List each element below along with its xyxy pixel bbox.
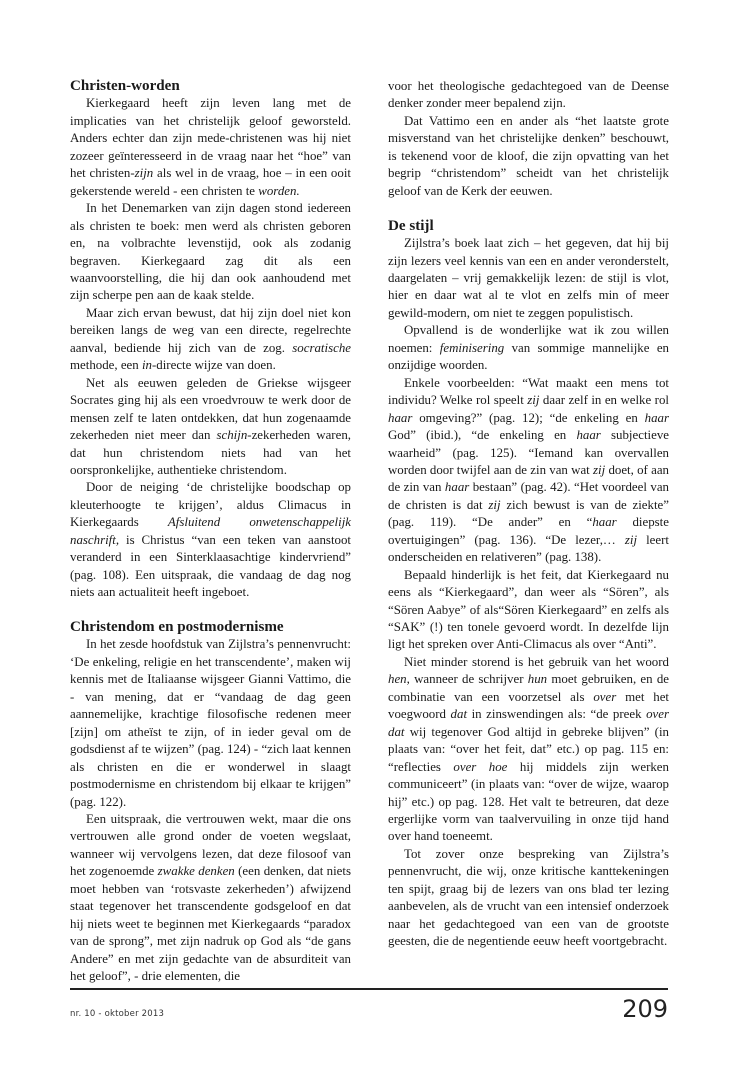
section-heading: De stijl (388, 217, 434, 234)
italic-text: socratische (292, 340, 351, 355)
text-run: wanneer de schrijver (409, 672, 528, 687)
text-run: Tot zover onze bespreking van Zijlstra’s pennenvrucht, die wij, onze kritische kanttekeningen ten spijt, graag bij de lezers van ons blad ter lezing aanbevelen, als de vrucht van een intensief onderzoek naar het gedachtegoed van een van de grootste geesten, die de negentiende eeuw heeft voortgebracht. (388, 846, 669, 949)
paragraph (70, 200, 351, 305)
text-run: -zekerheden waren, dat hun christendom niets had van het oorspronkelijke, authentieke christendom. (70, 428, 351, 477)
italic-text: zij (624, 532, 638, 547)
text-run: bestaan” (pag. 42). “Het voordeel van de christen is dat (388, 480, 669, 512)
text-run: Door de neiging ‘de christelijke boodschap op kleuterhoogte te krijgen’, aldus Climacus in Kierkegaards (70, 480, 351, 530)
italic-text: hen, (388, 672, 410, 687)
italic-text: over hoe (453, 759, 508, 774)
italic-text: over (593, 689, 617, 704)
text-run: daar zelf in en welke rol (539, 393, 669, 408)
italic-text: zij (527, 393, 540, 408)
text-run: Kierkegaard heeft zijn leven lang met de implicaties van het christelijk geloof geworsteld. Anders echter dan zijn mede-christenen was hij niet zozeer geïnteresseerd in de vraag naar het “hoe” van het christen- (70, 96, 351, 181)
paragraph (70, 305, 351, 375)
text-run: God” (ibid.), “de enkeling en (388, 428, 577, 443)
italic-text: worden. (258, 183, 300, 198)
italic-text: haar (576, 428, 601, 443)
italic-text: feminisering (439, 340, 505, 355)
italic-text: haar (444, 480, 470, 495)
paragraph (388, 846, 669, 951)
text-run: hij middels zijn werken communiceert” (in plaats van: “over de wijze, waarop hij” etc.) op pag. 128. Het valt te betreuren, dat deze ergerlijke vorm van taalvervuiling in onze tijd hand over hand toeneemt. (388, 759, 669, 844)
text-run: methode, een (70, 358, 142, 373)
text-run: Een uitspraak, die vertrouwen wekt, maar die ons vertrouwen alle grond onder de voeten wegslaat, wanneer wij vervolgens lezen, dat deze filosoof van het zogenoemde (70, 812, 351, 879)
paragraph (70, 811, 351, 986)
paragraph (388, 322, 669, 374)
text-run: -directe wijze van doen. (151, 358, 276, 373)
text-run: zich bewust is van de ziekte” (pag. 119). “De ander” en “ (388, 497, 669, 530)
paragraph (388, 235, 669, 322)
text-run: subjectieve waarheid” (pag. 125). “Iemand kan overvallen worden door twijfel aan de zin van wat (388, 428, 669, 477)
italic-text: haar (644, 410, 669, 425)
text-run: Net als eeuwen geleden de Griekse wijsgeer Socrates ging hij als een vroedvrouw te werk door de mensen zelf te laten ontdekken, dat hun zogenaamde zekerheden niet meer dan (70, 375, 351, 443)
text-run: Niet minder storend is het gebruik van het woord (404, 654, 669, 669)
italic-text: in (141, 358, 152, 373)
paragraph (70, 375, 351, 480)
italic-text: zijn (134, 166, 154, 181)
text-run: voor het theologische gedachtegoed van de Deense denker zonder meer bepalend zijn. (388, 79, 669, 111)
text-run: leert onderscheiden en relativeren” (pag. 138). (388, 532, 669, 565)
section-heading: Christendom en postmodernisme (70, 619, 284, 636)
paragraph (388, 567, 669, 654)
paragraph (70, 95, 351, 200)
text-run: moet gebruiken, en de combinatie van een voorzetsel als (388, 672, 669, 704)
left-column (70, 78, 351, 986)
italic-text: zwakke denken (157, 864, 235, 879)
text-run: doet, of aan de zin van (388, 462, 669, 495)
text-run: omgeving?” (pag. 12); “de enkeling en (412, 410, 645, 425)
paragraph (388, 654, 669, 846)
text-run: (een denken, dat niets moet hebben van ‘rotsvaste zekerheden’) afwijzend staat tegenover het transcendente godsgeloof en dat hij niets weet te beginnen met Kierkegaards “paradox van de sprong”, met zijn nadruk op God als “de gans Andere” en met zijn gedachte van de absurditeit van het geloof”, - drie elementen, die (70, 864, 351, 984)
text-run: Maar zich ervan bewust, dat hij zijn doel niet kon bereiken langs de weg van een directe, regelrechte aanval, bediende hij zich van de zog. (70, 305, 351, 355)
page-number: 209 (622, 995, 668, 1023)
text-run: In het zesde hoofdstuk van Zijlstra’s pennenvrucht: ‘De enkeling, religie en het transcendente’, maken wij kennis met de Italiaanse wijsgeer Gianni Vattimo, die - van mening, dat er “vandaag de dag geen aannemelijke, krachtige filosofische redenen meer [zijn] om atheïst te zijn, of in ieder geval om de godsdienst af te wijzen” (pag. 124) - “zich laat kennen als christen en die er wonderwel in slaagt postmodernisme en christendom bij elkaar te krijgen” (pag. 122). (70, 637, 351, 809)
paragraph (70, 479, 351, 601)
italic-text: haar (592, 515, 617, 530)
text-run: als wel in de vraag, hoe – in een ooit gekerstende wereld - een christen te (70, 166, 351, 198)
text-run: Dat Vattimo een en ander als “het laatste grote misverstand van het christelijke denken” beschouwt, is tekenend voor de kloof, die zijn opvatting van het begrip “christendom” scheidt van het christelijk geloof van de Kerk der eeuwen. (388, 113, 669, 198)
text-run: In het Denemarken van zijn dagen stond iedereen als christen te boek: men werd als christen geboren en, na volbrachte levenstijd, ook als zodanig begraven. Kierkegaard zag dit als een waanvoorstelling, die hij dan ook aanhoudend met zijn scherpe pen aan de kaak stelde. (70, 201, 351, 303)
italic-text: Afsluitend onwetenschappelijk naschrift, (70, 515, 351, 547)
italic-text: dat (450, 707, 468, 722)
paragraph (388, 78, 669, 113)
italic-text: zij (488, 497, 501, 512)
right-column (388, 78, 669, 951)
text-run: diepste overtuigingen” (pag. 136). “De lezer,… (388, 515, 669, 547)
paragraph (388, 375, 669, 567)
footer-divider (70, 988, 668, 990)
italic-text: haar (388, 410, 413, 425)
italic-text: hun (527, 672, 548, 687)
italic-text: schijn (216, 428, 248, 443)
paragraph (388, 113, 669, 200)
text-run: in zinswendingen als: “de preek (467, 707, 647, 722)
text-run: wij tegenover God altijd in gebreke blijven” (in plaats van: “over het feit, dat” etc.) op pag. 115 en: “reflecties (388, 724, 669, 774)
text-run: van sommige mannelijke en onzijdige woorden. (388, 340, 669, 373)
paragraph (70, 636, 351, 811)
text-run: Zijlstra’s boek laat zich – het gegeven, dat hij bij zijn lezers veel kennis van een en ander veronderstelt, daargelaten – vrij gemakkelijk lezen: de stijl is vlot, hier en daar wat al te vlot en zelfs min of meer gewild-modern, om niet te zeggen populistisch. (388, 236, 669, 320)
text-run: met het voegwoord (388, 689, 669, 722)
section-heading: Christen-worden (70, 78, 180, 94)
italic-text: over dat (388, 707, 669, 739)
issue-info: nr. 10 - oktober 2013 (70, 1009, 165, 1019)
text-run: Opvallend is de wonderlijke wat ik zou willen noemen: (388, 323, 669, 355)
text-run: Bepaald hinderlijk is het feit, dat Kierkegaard nu eens als “Kierkegaard”, dan weer als “Sören”, als “Sören Aabye” of als“Sören Kierkegaard” en zelfs als “SAK” (!) ten tonele gevoerd wordt. In dezelfde lijn ligt het spreken over Anti-Climacus als over “Anti”. (388, 567, 669, 652)
text-run: is Christus “van een teken van aanstoot veranderd in een Sinterklaasachtige kindervriend” (pag. 108). Een uitspraak, die vandaag de dag nog niets aan actualiteit heeft ingeboet. (70, 532, 351, 600)
italic-text: zij (593, 462, 606, 477)
text-run: Enkele voorbeelden: “Wat maakt een mens tot individu? Welke rol speelt (388, 375, 669, 408)
